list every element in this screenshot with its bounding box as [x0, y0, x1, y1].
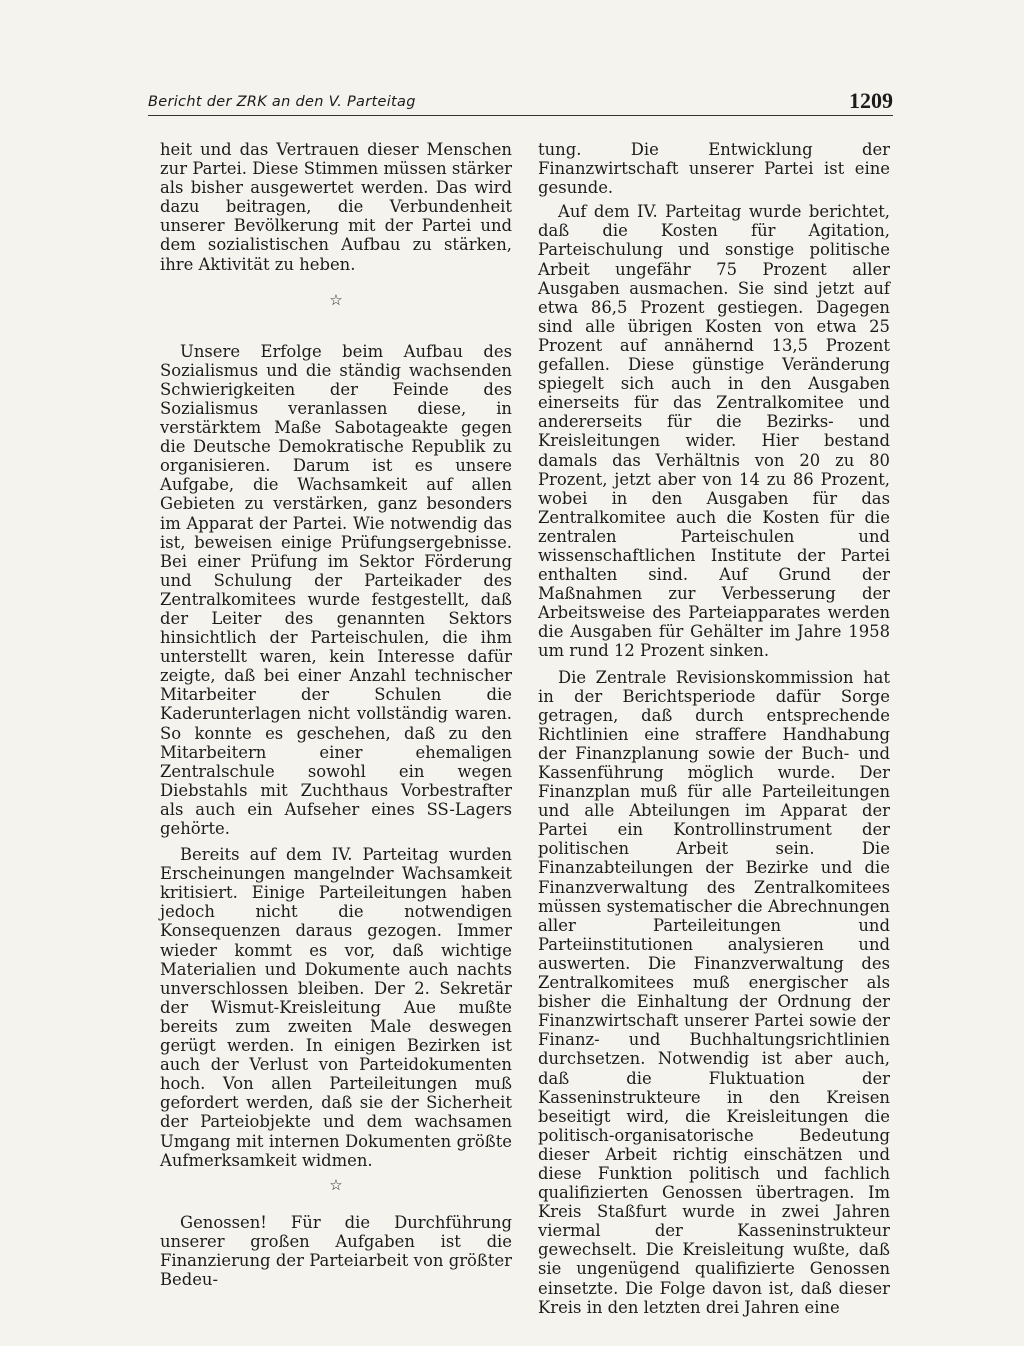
- header-rule: [148, 115, 893, 116]
- running-title: Bericht der ZRK an den V. Parteitag: [148, 94, 416, 110]
- left-paragraph-1: heit und das Vertrauen dieser Menschen zur Partei. Diese Stimmen müssen stärker als bisher ausgewertet werden. Das wird dazu beitragen, die Verbundenheit unserer Bevölkerung mit der Partei und dem sozialistischen Aufbau zu stärken, ihre Aktivität zu heben.: [160, 140, 512, 274]
- separator-star-icon: ☆: [329, 290, 343, 309]
- left-paragraph-4: Genossen! Für die Durchführung unserer großen Aufgaben ist die Finanzierung der Parteiarbeit von größter Bedeu-: [160, 1212, 512, 1289]
- page-header: [148, 88, 893, 116]
- right-paragraph-3: Die Zentrale Revisionskommission hat in der Berichtsperiode dafür Sorge getragen, daß durch entsprechende Richtlinien eine straffere Handhabung der Finanzplanung sowie der Buch- und Kassenführung möglich wurde. Der Finanzplan muß für alle Parteileitungen und alle Abteilungen im Apparat der Partei ein Kontrollinstrument der politischen Arbeit sein. Die Finanzabteilungen der Bezirke und die Finanzverwaltung des Zentralkomitees müssen systematischer die Abrechnungen aller Parteileitungen und Parteiinstitutionen analysieren und auswerten. Die Finanzverwaltung des Zentralkomitees muß energischer als bisher die Einhaltung der Ordnung der Finanzwirtschaft unserer Partei sowie der Finanz- und Buchhaltungsrichtlinien durchsetzen. Notwendig ist aber auch, daß die Fluktuation der Kasseninstrukteure in den Kreisen beseitigt wird, die Kreisleitungen die politisch-organisatorische Bedeutung dieser Arbeit richtig einschätzen und diese Funktion politisch und fachlich qualifizierten Genossen übertragen. Im Kreis Staßfurt wurde in zwei Jahren viermal der Kasseninstrukteur gewechselt. Die Kreisleitung wußte, daß sie ungenügend qualifizierte Genossen einsetzte. Die Folge davon ist, daß dieser Kreis in den letzten drei Jahren eine: [538, 667, 890, 1317]
- right-paragraph-1: tung. Die Entwicklung der Finanzwirtschaft unserer Partei ist eine gesunde.: [538, 140, 890, 198]
- right-paragraph-2: Auf dem IV. Parteitag wurde berichtet, daß die Kosten für Agitation, Parteischulung und sonstige politische Arbeit ungefähr 75 Prozent aller Ausgaben ausmachen. Sie sind jetzt auf etwa 86,5 Prozent gestiegen. Dagegen sind alle übrigen Kosten von etwa 25 Prozent auf annähernd 13,5 Prozent gefallen. Diese günstige Veränderung spiegelt sich auch in den Ausgaben einerseits für das Zentralkomitee und andererseits für die Bezirks- und Kreisleitungen wider. Hier bestand damals das Verhältnis von 20 zu 80 Prozent, jetzt aber von 14 zu 86 Prozent, wobei in den Ausgaben für das Zentralkomitee auch die Kosten für die zentralen Parteischulen und wissenschaftlichen Institute der Partei enthalten sind. Auf Grund der Maßnahmen zur Verbesserung der Arbeitsweise des Parteiapparates werden die Ausgaben für Gehälter im Jahre 1958 um rund 12 Prozent sinken.: [538, 202, 890, 661]
- left-column: [160, 140, 512, 1289]
- right-column: [538, 140, 890, 1317]
- separator-star-icon: ☆: [329, 1175, 343, 1194]
- page-number: 1209: [849, 88, 893, 113]
- left-paragraph-3: Bereits auf dem IV. Parteitag wurden Erscheinungen mangelnder Wachsamkeit kritisiert. Einige Parteileitungen haben jedoch nicht die notwendigen Konsequenzen daraus gezogen. Immer wieder kommt es vor, daß wichtige Materialien und Dokumente auch nachts unverschlossen bleiben. Der 2. Sekretär der Wismut-Kreisleitung Aue mußte bereits zum zweiten Male deswegen gerügt werden. In einigen Bezirken ist auch der Verlust von Parteidokumenten hoch. Von allen Parteileitungen muß gefordert werden, daß sie der Sicherheit der Parteiobjekte und dem wachsamen Umgang mit internen Dokumenten größte Aufmerksamkeit widmen.: [160, 845, 512, 1170]
- left-paragraph-2: Unsere Erfolge beim Aufbau des Sozialismus und die ständig wachsenden Schwierigkeiten der Feinde des Sozialismus veranlassen diese, in verstärktem Maße Sabotageakte gegen die Deutsche Demokratische Republik zu organisieren. Darum ist es unsere Aufgabe, die Wachsamkeit auf allen Gebieten zu verstärken, ganz besonders im Apparat der Partei. Wie notwendig das ist, beweisen einige Prüfungsergebnisse. Bei einer Prüfung im Sektor Förderung und Schulung der Parteikader des Zentralkomitees wurde festgestellt, daß der Leiter des genannten Sektors hinsichtlich der Parteischulen, die ihm unterstellt waren, kein Interesse dafür zeigte, daß bei einer Anzahl technischer Mitarbeiter der Schulen die Kaderunterlagen nicht vollständig waren. So konnte es geschehen, daß zu den Mitarbeitern einer ehemaligen Zentralschule sowohl ein wegen Diebstahls mit Zuchthaus Vorbestrafter als auch ein Aufseher eines SS-Lagers gehörte.: [160, 341, 512, 838]
